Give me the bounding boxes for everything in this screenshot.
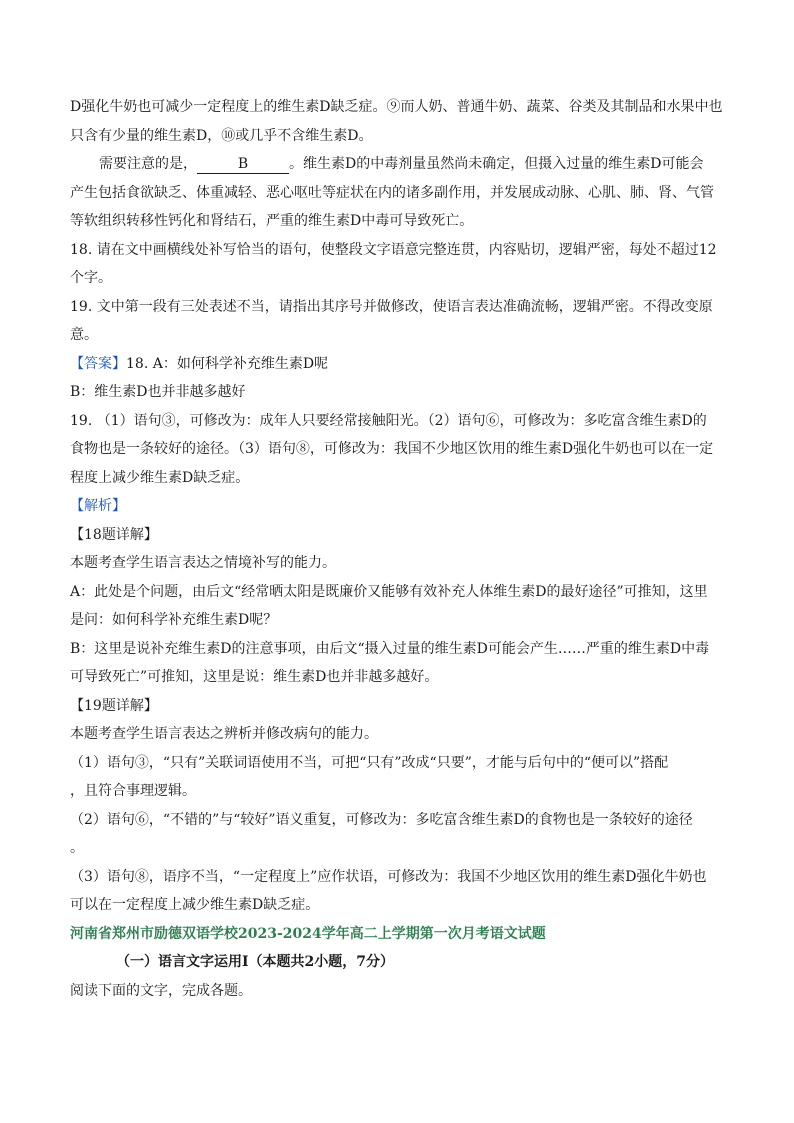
analysis-line: 是问：如何科学补充维生素D呢？ — [70, 612, 278, 628]
analysis-line: B：这里是说补充维生素D的注意事项，由后文“摄入过量的维生素D可能会产生……严重的维生素D中毒 — [70, 640, 710, 657]
analysis-line: 。 — [70, 840, 84, 856]
blank-b: B — [197, 156, 289, 174]
analysis-line: （1）语句③，“只有”关联词语使用不当，可把“只有”改成“只要”，才能与后句中的“便可以”搭配 — [70, 754, 669, 771]
passage-text: 需要注意的是， — [99, 156, 197, 172]
question-19: 19. 文中第一段有三处表述不当，请指出其序号并做修改，使语言表达准确流畅，逻辑严密。不得改变原 — [70, 298, 713, 315]
section-heading: （一）语言文字运用Ⅰ（本题共2小题，7分） — [116, 954, 395, 970]
analysis-heading-18: 【18题详解】 — [70, 526, 158, 543]
analysis-line: ，且符合事理逻辑。 — [70, 783, 196, 799]
passage-line: 等软组织转移性钙化和肾结石，严重的维生素D中毒可导致死亡。 — [70, 213, 474, 229]
question-18: 18. 请在文中画横线处补写恰当的语句，使整段文字语意完整连贯，内容贴切，逻辑严密，每处不超过12 — [70, 241, 717, 258]
answer-text: 18. A：如何科学补充维生素D呢 — [126, 355, 329, 372]
analysis-line: （2）语句⑥，“不错的”与“较好”语义重复，可修改为：多吃富含维生素D的食物也是一条较好的途径 — [70, 811, 693, 828]
passage-line-with-blank — [70, 150, 726, 179]
passage-line: D强化牛奶也可减少一定程度上的维生素D缺乏症。⑨而人奶、普通牛奶、蔬菜、谷类及其制品和水果中也 — [70, 99, 723, 115]
document-page — [70, 93, 726, 1005]
analysis-line: 可导致死亡”可推知，这里是说：维生素D也并非越多越好。 — [70, 669, 439, 685]
exam-source-title: 河南省郑州市励德双语学校2023-2024学年高二上学期第一次月考语文试题 — [70, 925, 546, 942]
passage-line: 只含有少量的维生素D，⑩或几乎不含维生素D。 — [70, 127, 373, 144]
passage-text: 。维生素D的中毒剂量虽然尚未确定，但摄入过量的维生素D可能会 — [289, 156, 704, 172]
analysis-line: A：此处是个问题，由后文“经常晒太阳是既廉价又能够有效补充人体维生素D的最好途径”可推知，这里 — [70, 583, 708, 600]
analysis-tag: 【解析】 — [70, 498, 126, 514]
answer-line — [70, 350, 726, 379]
question-18: 个字。 — [70, 270, 112, 286]
analysis-heading-19: 【19题详解】 — [70, 697, 158, 714]
answer-tag: 【答案】 — [70, 355, 126, 372]
analysis-line: 本题考查学生语言表达之情境补写的能力。 — [70, 555, 336, 571]
analysis-line: 本题考查学生语言表达之辨析并修改病句的能力。 — [70, 726, 378, 742]
answer-line: B：维生素D也并非越多越好 — [70, 384, 246, 400]
answer-line: 食物也是一条较好的途径。（3）语句⑧，可修改为：我国不少地区饮用的维生素D强化牛奶也可以在一定 — [70, 441, 714, 457]
answer-line: 程度上减少维生素D缺乏症。 — [70, 469, 250, 486]
answer-line: 19. （1）语句③，可修改为：成年人只要经常接触阳光。（2）语句⑥，可修改为：多吃富含维生素D的 — [70, 412, 707, 429]
analysis-line: （3）语句⑧，语序不当，“一定程度上”应作状语，可修改为：我国不少地区饮用的维生素D强化牛奶也 — [70, 868, 707, 885]
reading-instruction: 阅读下面的文字，完成各题。 — [70, 982, 252, 999]
analysis-line: 可以在一定程度上减少维生素D缺乏症。 — [70, 897, 320, 913]
question-19: 意。 — [70, 327, 98, 343]
passage-line: 产生包括食欲缺乏、体重减轻、恶心呕吐等症状在内的诸多副作用，并发展成动脉、心肌、肺、肾、气管 — [70, 184, 714, 201]
